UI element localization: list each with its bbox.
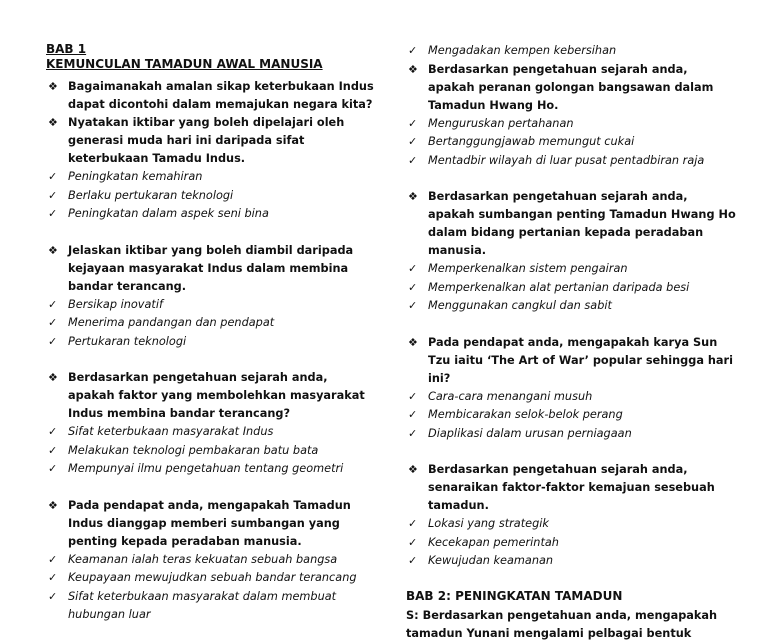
check-mark-icon: ✓	[408, 299, 418, 312]
answer-text: Peningkatan kemahiran	[68, 170, 203, 183]
check-mark-icon: ✓	[48, 571, 58, 584]
answer-item	[406, 152, 736, 171]
answer-item	[46, 460, 376, 479]
check-mark-icon: ✓	[48, 589, 58, 603]
answer-text: Diaplikasi dalam urusan perniagaan	[428, 426, 632, 440]
question-item	[406, 188, 736, 260]
check-mark-icon: ✓	[48, 188, 58, 202]
chapter-title: KEMUNCULAN TAMADUN AWAL MANUSIA	[46, 57, 323, 71]
question-text: Berdasarkan pengetahuan sejarah anda, apakah faktor yang membolehkan masyarakat Indus membina bandar terancang?	[68, 371, 365, 420]
answer-text: Mengadakan kempen kebersihan	[428, 44, 617, 57]
diamond-bullet-icon: ❖	[408, 463, 418, 476]
question-item	[406, 334, 736, 388]
question-item	[46, 369, 376, 423]
check-mark-icon: ✓	[408, 262, 418, 275]
answer-item	[46, 551, 376, 570]
answer-item	[406, 552, 736, 571]
answer-item	[46, 442, 376, 461]
check-mark-icon: ✓	[48, 170, 58, 183]
answer-item	[46, 168, 376, 187]
check-mark-icon: ✓	[48, 297, 58, 311]
spacer	[46, 224, 376, 242]
answer-item	[46, 314, 376, 333]
question-item	[46, 497, 376, 551]
answer-text: Mempunyai ilmu pengetahuan tentang geometri	[68, 462, 344, 475]
diamond-bullet-icon: ❖	[408, 335, 418, 349]
answer-item	[406, 425, 736, 444]
question-text: Berdasarkan pengetahuan sejarah anda, apakah peranan golongan bangsawan dalam Tamadun Hwang Ho.	[428, 62, 714, 112]
question-item	[46, 242, 376, 296]
question-item	[406, 61, 736, 115]
spacer	[46, 479, 376, 497]
answer-item	[46, 588, 376, 625]
check-mark-icon: ✓	[408, 44, 418, 57]
check-mark-icon: ✓	[408, 135, 418, 148]
answer-item	[406, 297, 736, 316]
answer-item	[406, 115, 736, 134]
diamond-bullet-icon: ❖	[48, 498, 58, 512]
answer-item	[406, 260, 736, 279]
question-text: Pada pendapat anda, mengapakah Tamadun Indus dianggap memberi sumbangan yang penting kepada peradaban manusia.	[68, 498, 351, 548]
check-mark-icon: ✓	[48, 425, 58, 438]
question-text: Berdasarkan pengetahuan sejarah anda, senaraikan faktor-faktor kemajuan sesebuah tamadun.	[428, 463, 715, 512]
check-mark-icon: ✓	[408, 116, 418, 130]
answer-text: Bersikap inovatif	[68, 297, 163, 311]
chapter-2-question: S: Berdasarkan pengetahuan anda, mengapakah tamadun Yunani mengalami pelbagai bentuk	[406, 608, 718, 640]
check-mark-icon: ✓	[408, 389, 418, 403]
answer-item	[46, 296, 376, 315]
answer-text: Menguruskan pertahanan	[428, 116, 574, 130]
answer-text: Melakukan teknologi pembakaran batu bata	[68, 443, 319, 457]
check-mark-icon: ✓	[408, 280, 418, 294]
question-item	[46, 114, 376, 168]
answer-text: Membicarakan selok-belok perang	[428, 408, 623, 421]
answer-item	[406, 279, 736, 298]
answer-item	[406, 406, 736, 425]
answer-item	[46, 333, 376, 352]
question-text: Nyatakan iktibar yang boleh dipelajari oleh generasi muda hari ini daripada sifat keterbukaan Tamadu Indus.	[68, 116, 345, 165]
check-mark-icon: ✓	[408, 408, 418, 421]
answer-text: Lokasi yang strategik	[428, 517, 549, 530]
check-mark-icon: ✓	[408, 554, 418, 567]
answer-item	[46, 205, 376, 224]
answer-item	[46, 187, 376, 206]
question-text: Berdasarkan pengetahuan sejarah anda, apakah sumbangan penting Tamadun Hwang Ho dalam bidang pertanian kepada peradaban manusia.	[428, 190, 736, 257]
check-mark-icon: ✓	[408, 426, 418, 440]
spacer	[406, 170, 736, 188]
answer-text: Menggunakan cangkul dan sabit	[428, 299, 612, 312]
spacer	[406, 571, 736, 589]
spacer	[406, 443, 736, 461]
check-mark-icon: ✓	[48, 462, 58, 475]
answer-item	[406, 534, 736, 553]
question-item	[46, 78, 376, 114]
answer-text: Keupayaan mewujudkan sebuah bandar terancang	[68, 571, 357, 584]
answer-item	[46, 569, 376, 588]
diamond-bullet-icon: ❖	[48, 80, 58, 93]
answer-item	[406, 515, 736, 534]
diamond-bullet-icon: ❖	[408, 62, 418, 76]
diamond-bullet-icon: ❖	[48, 371, 58, 384]
check-mark-icon: ✓	[48, 334, 58, 348]
answer-text: Sifat keterbukaan masyarakat dalam membuat hubungan luar	[68, 589, 337, 621]
diamond-bullet-icon: ❖	[48, 116, 58, 129]
check-mark-icon: ✓	[48, 207, 58, 220]
check-mark-icon: ✓	[48, 443, 58, 457]
answer-item	[406, 42, 736, 61]
right-column	[406, 42, 736, 643]
answer-text: Menerima pandangan dan pendapat	[68, 316, 275, 329]
question-text: Bagaimanakah amalan sikap keterbukaan Indus dapat dicontohi dalam memajukan negara kita?	[68, 80, 374, 111]
question-text: Pada pendapat anda, mengapakah karya Sun Tzu iaitu ‘The Art of War’ popular sehingga hari ini?	[428, 335, 733, 385]
diamond-bullet-icon: ❖	[408, 190, 418, 203]
answer-text: Pertukaran teknologi	[68, 334, 187, 348]
diamond-bullet-icon: ❖	[48, 243, 58, 257]
check-mark-icon: ✓	[48, 552, 58, 566]
answer-text: Cara-cara menangani musuh	[428, 389, 593, 403]
chapter-2-title: BAB 2: PENINGKATAN TAMADUN	[406, 588, 623, 603]
answer-item	[406, 388, 736, 407]
answer-text: Bertanggungjawab memungut cukai	[428, 135, 635, 148]
chapter-label: BAB 1	[46, 42, 87, 56]
answer-text: Mentadbir wilayah di luar pusat pentadbiran raja	[428, 153, 705, 167]
question-text: Jelaskan iktibar yang boleh diambil daripada kejayaan masyarakat Indus dalam membina bandar terancang.	[68, 243, 354, 293]
answer-text: Kewujudan keamanan	[428, 554, 554, 567]
answer-text: Peningkatan dalam aspek seni bina	[68, 207, 269, 220]
answer-text: Sifat keterbukaan masyarakat Indus	[68, 425, 274, 438]
answer-text: Memperkenalkan alat pertanian daripada besi	[428, 280, 690, 294]
answer-text: Kecekapan pemerintah	[428, 535, 559, 549]
question-item	[406, 461, 736, 515]
check-mark-icon: ✓	[48, 316, 58, 329]
check-mark-icon: ✓	[408, 517, 418, 530]
answer-text: Keamanan ialah teras kekuatan sebuah bangsa	[68, 552, 338, 566]
answer-text: Memperkenalkan sistem pengairan	[428, 262, 628, 275]
check-mark-icon: ✓	[408, 153, 418, 167]
left-column	[46, 42, 376, 625]
spacer	[46, 351, 376, 369]
answer-text: Berlaku pertukaran teknologi	[68, 188, 234, 202]
spacer	[406, 316, 736, 334]
answer-item	[406, 133, 736, 152]
answer-item	[46, 423, 376, 442]
check-mark-icon: ✓	[408, 535, 418, 549]
